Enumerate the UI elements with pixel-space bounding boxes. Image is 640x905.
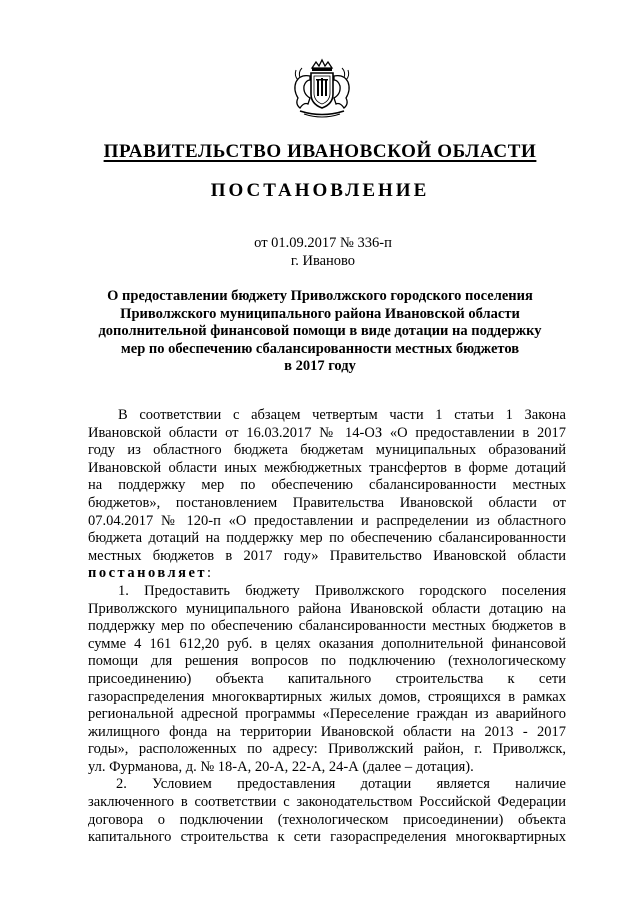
item-1-line: сумме 4 161 612,20 руб. в целях оказания дополнительной финансовой [88,635,566,652]
coat-of-arms-icon [290,58,354,120]
decree-line [88,565,566,583]
item-1-line: региональной адресной программы «Переселение граждан из аварийного [88,706,566,723]
document-type: ПОСТАНОВЛЕНИЕ [210,180,430,201]
item-2-paragraph [88,776,566,846]
decree-colon: : [207,565,212,582]
title-line: О предоставлении бюджету Приволжского городского поселения [107,288,533,304]
item-1-paragraph [88,583,566,777]
item-2-line: капитального строительства к сети газораспределения многоквартирных [88,829,566,846]
preamble-line: бюджета дотаций на поддержку мер по обеспечению сбалансированности [88,530,566,547]
preamble-line: В соответствии с абзацем четвертым части 1 статьи 1 Закона [118,407,566,423]
document-body [88,407,566,847]
item-1-line: помощи для решения вопросов по подключению (технологическому [88,653,566,670]
item-1-line: поддержку мер по обеспечению сбалансированности местных бюджетов в [88,618,566,635]
item-1-line: 1. Предоставить бюджету Приволжского городского поселения [118,582,566,599]
item-2-line: договора о подключении (технологическом присоединении) объекта [88,811,566,828]
item-2-line: 2. Условием предоставления дотации является наличие [116,776,566,793]
preamble-line: бюджетов», постановлением Правительства Ивановской области от [88,494,566,511]
item-1-line: жилищного фонда на территории Ивановской области на 2013 - 2017 [88,723,566,740]
title-line: мер по обеспечению сбалансированности местных бюджетов [120,340,520,357]
preamble-line: году из областного бюджета бюджетам муниципальных образований [88,442,566,459]
preamble-line: 07.04.2017 № 120-п «О предоставлении и распределении из областного [88,512,566,529]
preamble-paragraph [88,407,566,583]
preamble-line: местных бюджетов в 2017 году» Правительство Ивановской области [88,547,566,564]
item-2-line: заключенного в соответствии с законодательством Российской Федерации [88,794,566,811]
preamble-line: на поддержку мер по обеспечению сбалансированности местных [88,477,566,494]
preamble-line: Ивановской области от 16.03.2017 № 14-ОЗ «О предоставлении в 2017 [88,424,566,441]
document-date-number: от 01.09.2017 № 336-п [254,235,392,251]
item-1-line: ул. Фурманова, д. № 18-А, 20-А, 22-А, 24-А (далее – дотация). [88,758,474,775]
item-1-line: газораспределения многоквартирных жилых домов, строящихся в рамках [88,688,566,705]
preamble-line: Ивановской области иных межбюджетных трансфертов в форме дотаций [88,459,566,476]
item-1-line: Приволжского муниципального района Ивановской области дотацию на [88,600,566,617]
document-title [70,288,570,376]
document-city: г. Иваново [290,253,356,269]
item-1-line: годы», расположенных по адресу: Приволжский район, г. Приволжск, [88,741,566,758]
title-line: в 2017 году [284,358,356,375]
item-1-line: присоединению) объекта капитального строительства к сети [88,670,566,687]
title-line: Приволжского муниципального района Ивановской области [120,305,520,322]
title-line: дополнительной финансовой помощи в виде дотации на поддержку [98,323,542,340]
decree-word: постановляет [88,565,208,582]
government-name: ПРАВИТЕЛЬСТВО ИВАНОВСКОЙ ОБЛАСТИ [103,141,537,162]
